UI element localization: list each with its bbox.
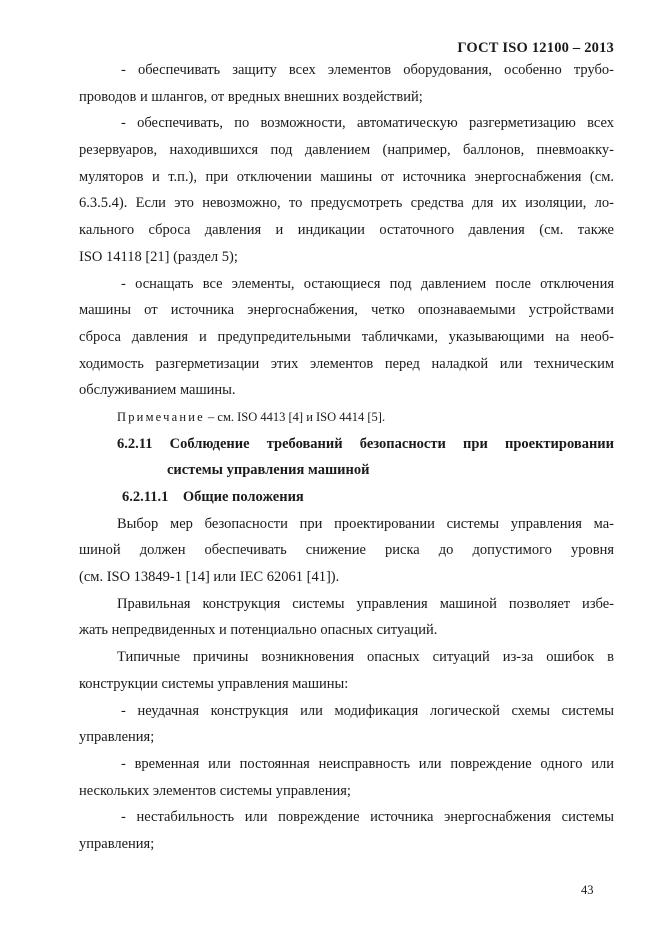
text-line: ходимость разгерметизации этих элементов перед наладкой или техническим (79, 355, 614, 372)
document-header: ГОСТ ISO 12100 – 2013 (457, 40, 614, 56)
text-line: сброса давления и предупредительными табличками, указывающими на необ- (79, 328, 614, 345)
text-line: управления; (79, 835, 155, 852)
text-line: обслуживанием машины. (79, 382, 236, 399)
subsection-title: Общие положения (182, 489, 304, 505)
text-line: проводов и шлангов, от вредных внешних воздействий; (79, 88, 423, 105)
subsection-heading (79, 484, 614, 511)
text-line: машины от источника энергоснабжения, четко опознаваемыми устройствами (79, 302, 614, 319)
text-line: - неудачная конструкция или модификация логической схемы системы (121, 702, 614, 719)
text-line: Выбор мер безопасности при проектировании системы управления ма- (117, 515, 614, 532)
text-line: - обеспечивать, по возможности, автоматическую разгерметизацию всех (121, 115, 614, 132)
text-line: нескольких элементов системы управления; (79, 782, 351, 799)
subsection-number: 6.2.11.1 (122, 489, 169, 505)
section-title-line1: Соблюдение требований безопасности при проектировании (169, 435, 615, 452)
text-line: Типичные причины возникновения опасных ситуаций из-за ошибок в (117, 649, 614, 666)
section-heading (79, 431, 614, 458)
text-line: (см. ISO 13849-1 [14] или IEC 62061 [41]). (79, 569, 340, 586)
text-line: 6.3.5.4). Если это невозможно, то предусмотреть средства для их изоляции, ло- (79, 195, 614, 212)
page-number: 43 (581, 883, 594, 897)
note-label: Примечание (117, 409, 205, 424)
section-title-line2: системы управления машиной (167, 462, 370, 479)
text-line: конструкции системы управления машины: (79, 675, 349, 692)
text-line: шиной должен обеспечивать снижение риска до допустимого уровня (79, 542, 614, 559)
note-text: – см. ISO 4413 [4] и ISO 4414 [5]. (204, 409, 386, 424)
text-line: - оснащать все элементы, остающиеся под давлением после отключения (121, 275, 614, 292)
text-line: ISO 14118 [21] (раздел 5); (79, 248, 238, 265)
text-line: муляторов и т.п.), при отключении машины от источника энергоснабжения (см. (79, 168, 614, 185)
text-line: - обеспечивать защиту всех элементов оборудования, особенно трубо- (121, 62, 614, 78)
text-line: жать непредвиденных и потенциально опасных ситуаций. (79, 622, 438, 639)
text-line: управления; (79, 729, 155, 746)
text-line: - временная или постоянная неисправность или повреждение одного или (121, 755, 614, 772)
note (79, 404, 614, 431)
text-line: - нестабильность или повреждение источника энергоснабжения системы (121, 809, 614, 826)
text-line: кального сброса давления и индикации остаточного давления (см. также (79, 222, 614, 239)
text-line: Правильная конструкция системы управления машиной позволяет избе- (117, 595, 614, 612)
text-line: резервуаров, находившихся под давлением (например, баллонов, пневмоакку- (79, 142, 614, 159)
page-body (79, 57, 614, 858)
section-number: 6.2.11 (117, 435, 153, 452)
